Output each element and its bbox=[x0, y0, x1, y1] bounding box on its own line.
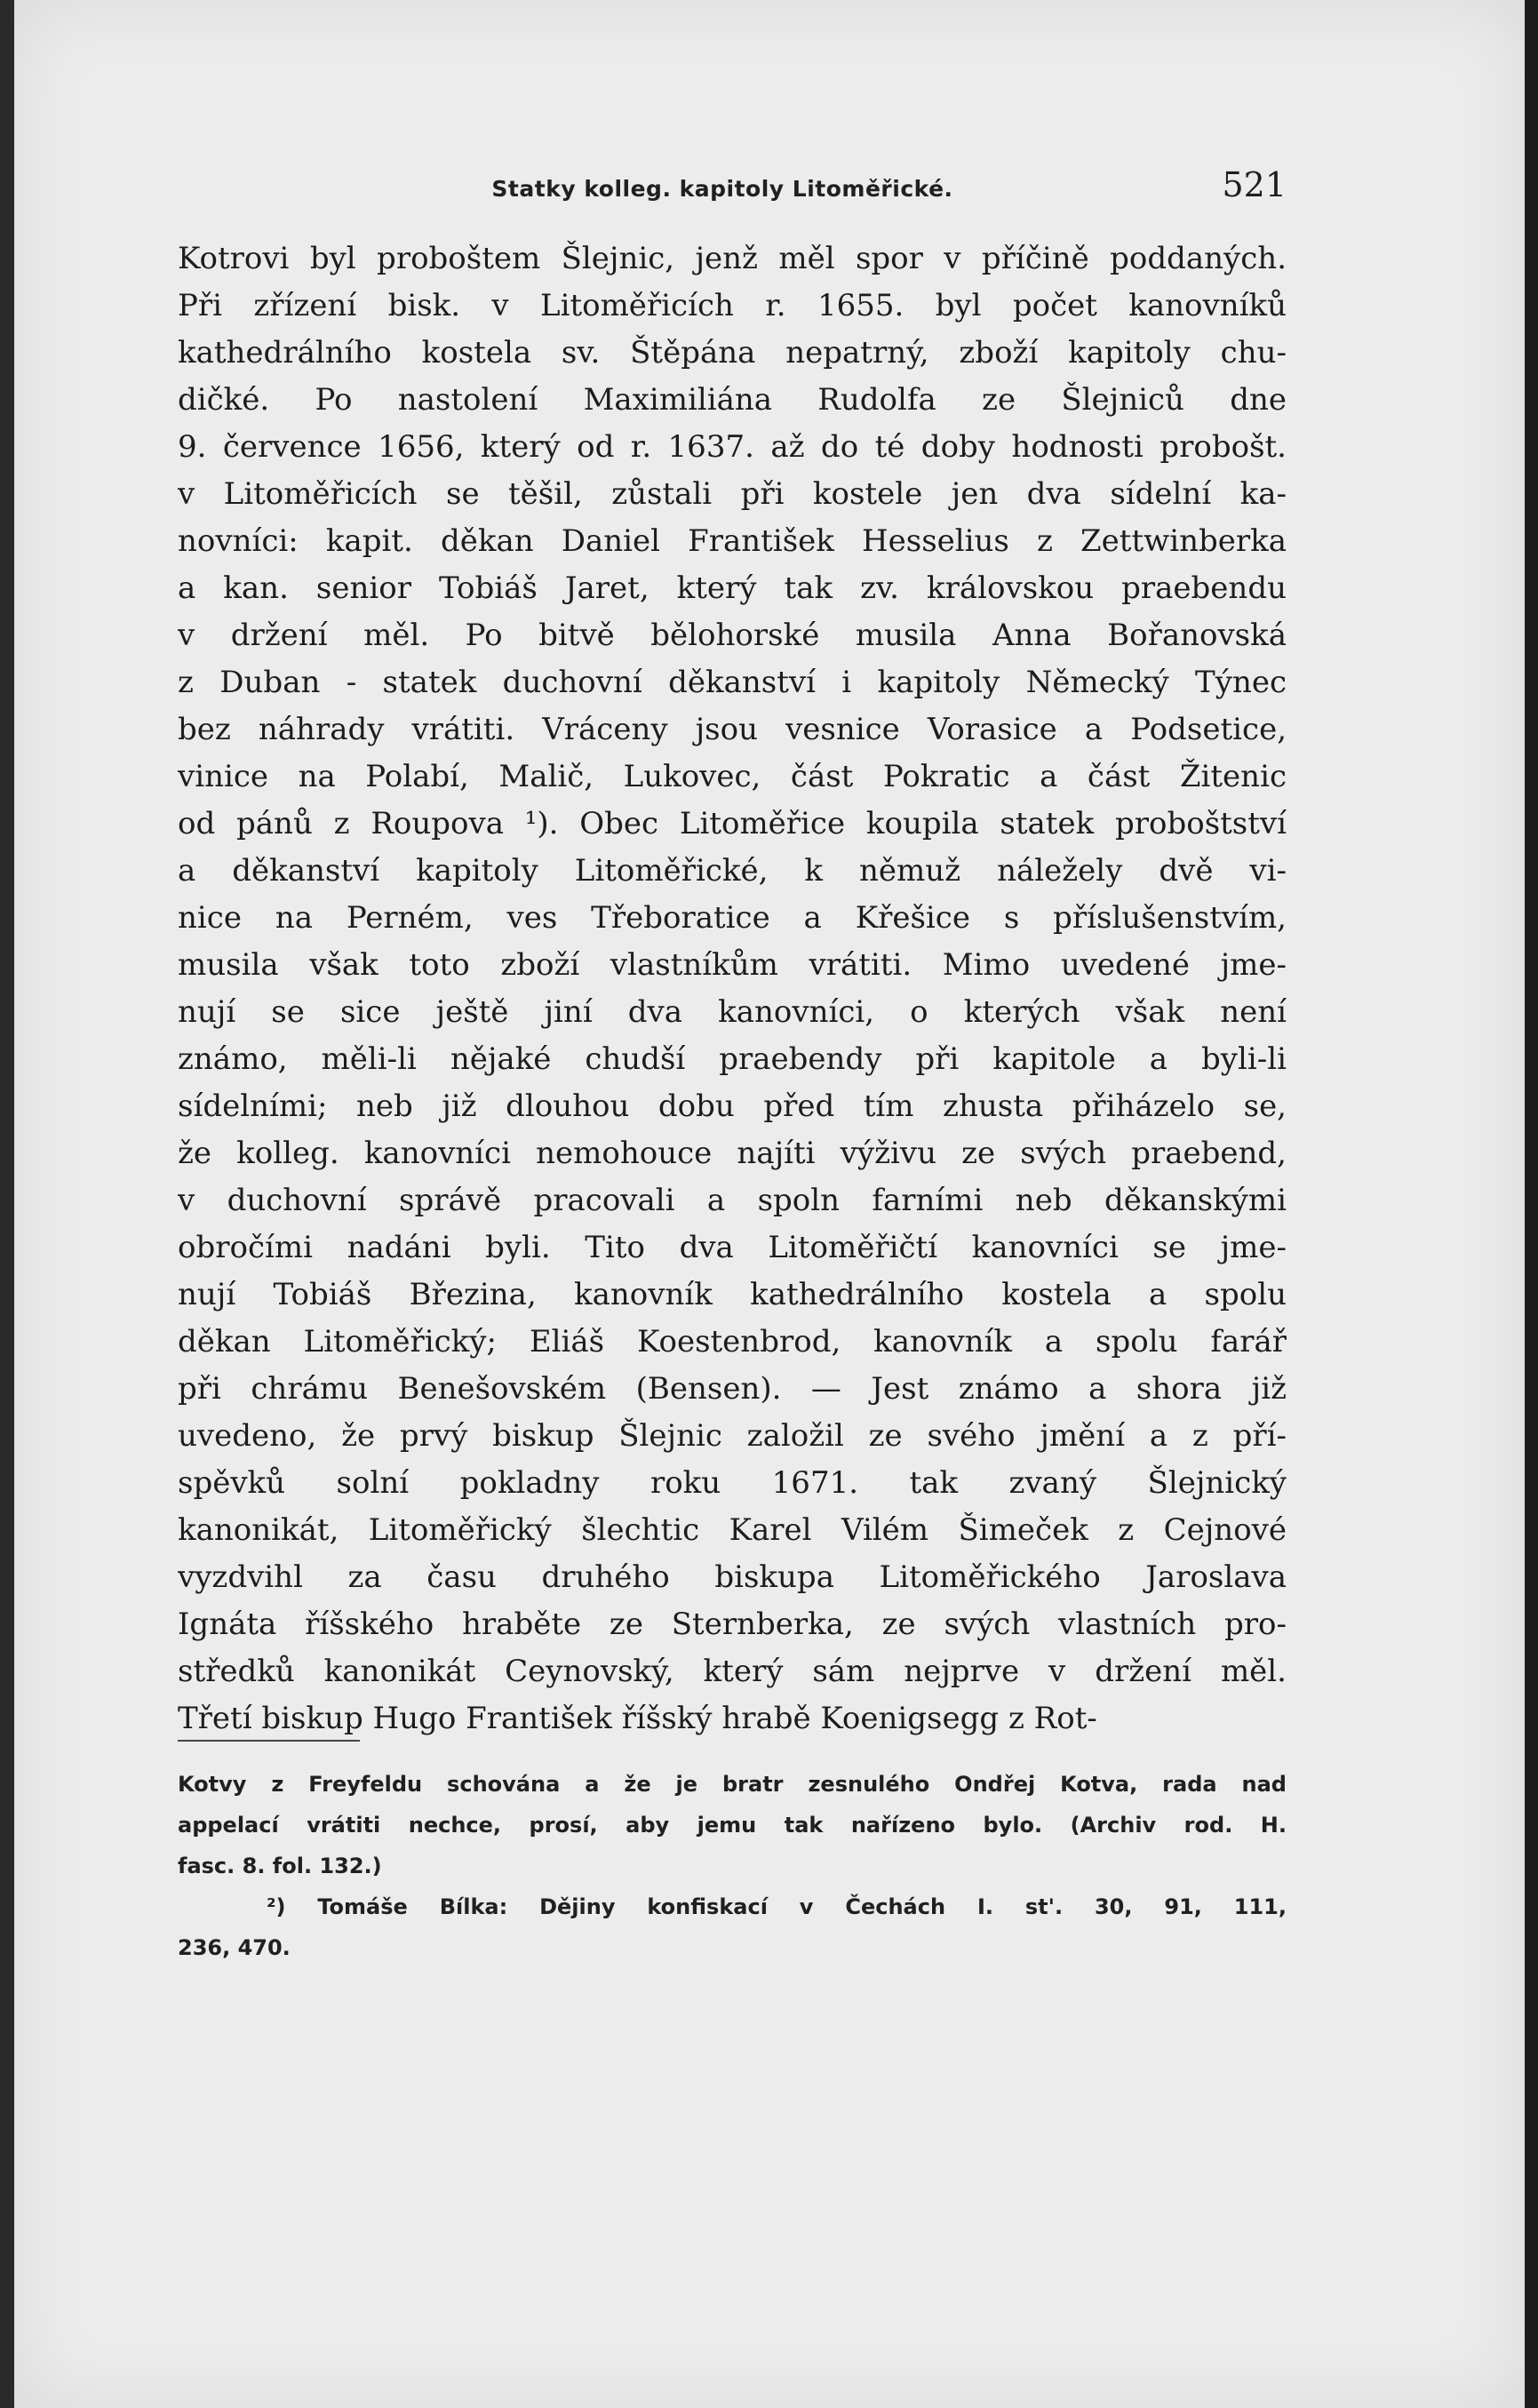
footnote-line: ²) Tomáše Bílka: Dějiny konfiskací v Čechách I. st'. 30, 91, 111, bbox=[267, 1894, 1287, 1919]
footnote-line: fasc. 8. fol. 132.) bbox=[178, 1854, 382, 1878]
text-line: nují Tobiáš Březina, kanovník kathedrálního kostela a spolu bbox=[178, 1277, 1287, 1312]
text-line: novníci: kapit. děkan Daniel František Hesselius z Zettwinberka bbox=[178, 523, 1287, 559]
footnote-line: appelací vrátiti nechce, prosí, aby jemu tak nařízeno bylo. (Archiv rod. H. bbox=[178, 1813, 1287, 1838]
text-line: při chrámu Benešovském (Bensen). — Jest známo a shora již bbox=[178, 1371, 1287, 1407]
footnote-divider bbox=[178, 1740, 360, 1742]
footnote-line: 236, 470. bbox=[178, 1935, 291, 1960]
text-line: nují se sice ještě jiní dva kanovníci, o kterých však není bbox=[178, 994, 1287, 1030]
text-line: v duchovní správě pracovali a spoln farními neb děkanskými bbox=[178, 1183, 1287, 1218]
footnote-line: Kotvy z Freyfeldu schována a že je bratr zesnulého Ondřej Kotva, rada nad bbox=[178, 1772, 1287, 1797]
running-title: Statky kolleg. kapitoly Litoměřické. bbox=[491, 176, 953, 202]
text-line: 9. července 1656, který od r. 1637. až do té doby hodnosti probošt. bbox=[178, 429, 1287, 465]
text-line: z Duban - statek duchovní děkanství i kapitoly Německý Týnec bbox=[178, 665, 1287, 700]
text-line: vinice na Polabí, Malič, Lukovec, část Pokratic a část Žitenic bbox=[178, 759, 1287, 794]
text-line: kathedrálního kostela sv. Štěpána nepatrný, zboží kapitoly chu- bbox=[178, 335, 1287, 371]
footnotes bbox=[178, 1764, 1287, 1968]
text-line: že kolleg. kanovníci nemohouce najíti výživu ze svých praebend, bbox=[178, 1136, 1287, 1171]
text-line: známo, měli-li nějaké chudší praebendy při kapitole a byli-li bbox=[178, 1041, 1287, 1077]
text-line: a děkanství kapitoly Litoměřické, k němuž náležely dvě vi- bbox=[178, 853, 1287, 889]
text-line: musila však toto zboží vlastníkům vrátiti. Mimo uvedené jme- bbox=[178, 947, 1287, 983]
page-number: 521 bbox=[1222, 165, 1287, 204]
text-line: obročími nadáni byli. Tito dva Litoměřičtí kanovníci se jme- bbox=[178, 1230, 1287, 1265]
text-line: Kotrovi byl proboštem Šlejnic, jenž měl spor v příčině poddaných. bbox=[178, 241, 1287, 276]
text-line: v Litoměřicích se těšil, zůstali při kostele jen dva sídelní ka- bbox=[178, 476, 1287, 512]
text-line: a kan. senior Tobiáš Jaret, který tak zv. královskou praebendu bbox=[178, 570, 1287, 606]
text-line: sídelními; neb již dlouhou dobu před tím zhusta přiházelo se, bbox=[178, 1088, 1287, 1124]
text-line: děkan Litoměřický; Eliáš Koestenbrod, kanovník a spolu farář bbox=[178, 1324, 1287, 1359]
text-line: bez náhrady vrátiti. Vráceny jsou vesnice Vorasice a Podsetice, bbox=[178, 712, 1287, 747]
text-line: kanonikát, Litoměřický šlechtic Karel Vilém Šimeček z Cejnové bbox=[178, 1512, 1287, 1548]
text-line: Při zřízení bisk. v Litoměřicích r. 1655. byl počet kanovníků bbox=[178, 288, 1287, 323]
page-left-edge bbox=[0, 0, 14, 2408]
page-right-edge bbox=[1526, 0, 1538, 2408]
text-line: středků kanonikát Ceynovský, který sám nejprve v držení měl. bbox=[178, 1654, 1287, 1689]
text-line: od pánů z Roupova ¹). Obec Litoměřice koupila statek proboštství bbox=[178, 806, 1287, 841]
text-line: spěvků solní pokladny roku 1671. tak zvaný Šlejnický bbox=[178, 1465, 1287, 1501]
text-line: v držení měl. Po bitvě bělohorské musila Anna Bořanovská bbox=[178, 618, 1287, 653]
text-line: vyzdvihl za času druhého biskupa Litoměřického Jaroslava bbox=[178, 1559, 1287, 1595]
text-line: Ignáta říšského hraběte ze Sternberka, ze svých vlastních pro- bbox=[178, 1607, 1287, 1642]
text-line: dičké. Po nastolení Maximiliána Rudolfa ze Šlejniců dne bbox=[178, 382, 1287, 418]
text-line: uvedeno, že prvý biskup Šlejnic založil ze svého jmění a z pří- bbox=[178, 1418, 1287, 1454]
text-line: nice na Perném, ves Třeboratice a Křešice s příslušenstvím, bbox=[178, 900, 1287, 936]
running-header bbox=[158, 165, 1287, 219]
text-line: Třetí biskup Hugo František říšský hrabě Koenigsegg z Rot- bbox=[178, 1701, 1097, 1736]
main-text bbox=[178, 235, 1287, 1742]
